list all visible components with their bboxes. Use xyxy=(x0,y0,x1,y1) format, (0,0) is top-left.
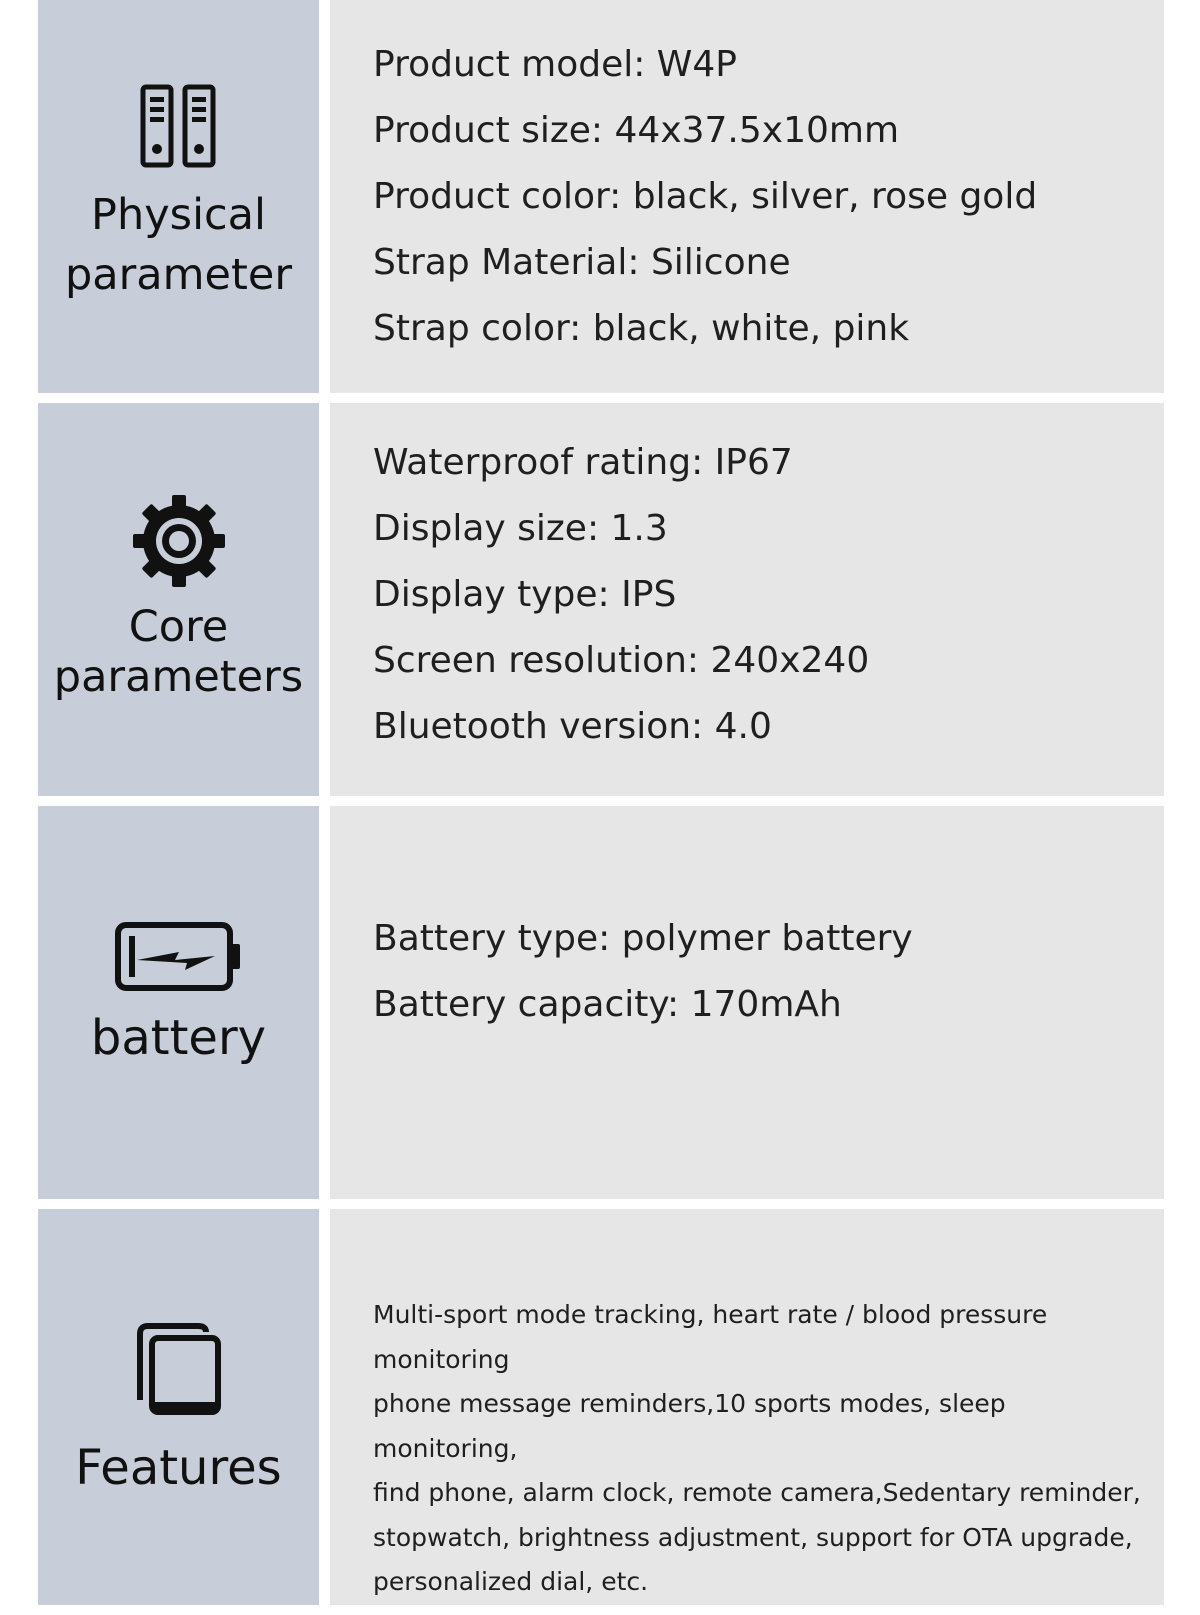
spec-list xyxy=(373,906,913,1038)
spec-item: Strap Material: Silicone xyxy=(373,242,791,283)
section-title-line: parameters xyxy=(53,651,304,702)
features-line: Multi-sport mode tracking, heart rate / blood pressure monitoring xyxy=(373,1300,1048,1374)
features-line: phone message reminders,10 sports modes, sleep monitoring, xyxy=(373,1389,1006,1463)
document-binders-icon xyxy=(139,83,219,171)
section-label-cell xyxy=(38,403,319,796)
section-title-line: Core xyxy=(128,601,229,652)
section-content-cell xyxy=(330,1209,1164,1605)
section-battery xyxy=(38,806,1164,1199)
section-label-cell xyxy=(38,0,319,393)
section-label-cell xyxy=(38,806,319,1199)
spec-item: Bluetooth version: 4.0 xyxy=(373,706,772,747)
spec-item: Screen resolution: 240x240 xyxy=(373,640,870,681)
features-description xyxy=(373,1293,1158,1605)
spec-item: Display size: 1.3 xyxy=(373,508,668,549)
section-core-parameters xyxy=(38,403,1164,796)
section-label-cell xyxy=(38,1209,319,1605)
section-physical-parameter xyxy=(38,0,1164,393)
features-line: find phone, alarm clock, remote camera,Sedentary reminder, xyxy=(373,1478,1141,1507)
battery-charging-icon xyxy=(115,922,243,992)
spec-item: Strap color: black, white, pink xyxy=(373,308,910,349)
section-title-line: Physical xyxy=(91,189,266,240)
section-content-cell xyxy=(330,403,1164,796)
section-title-line: Features xyxy=(75,1440,282,1496)
spec-item: Display type: IPS xyxy=(373,574,677,615)
spec-item: Product color: black, silver, rose gold xyxy=(373,176,1038,217)
spec-item: Battery type: polymer battery xyxy=(373,918,913,959)
copy-pages-icon xyxy=(134,1322,224,1418)
section-content-cell xyxy=(330,0,1164,393)
spec-list xyxy=(373,32,1037,362)
features-line: stopwatch, brightness adjustment, support for OTA upgrade, xyxy=(373,1522,1133,1552)
spec-item: Battery capacity: 170mAh xyxy=(373,984,842,1025)
spec-item: Product model: W4P xyxy=(373,44,738,85)
spec-item: Product size: 44x37.5x10mm xyxy=(373,110,900,151)
section-content-cell xyxy=(330,806,1164,1199)
section-features xyxy=(38,1209,1164,1605)
spec-list xyxy=(373,430,869,760)
spec-item: Waterproof rating: IP67 xyxy=(373,442,793,483)
section-title-line: battery xyxy=(90,1009,267,1066)
section-title-line: parameter xyxy=(64,249,292,300)
features-line: personalized dial, etc. xyxy=(373,1567,649,1596)
gear-icon xyxy=(132,494,226,588)
